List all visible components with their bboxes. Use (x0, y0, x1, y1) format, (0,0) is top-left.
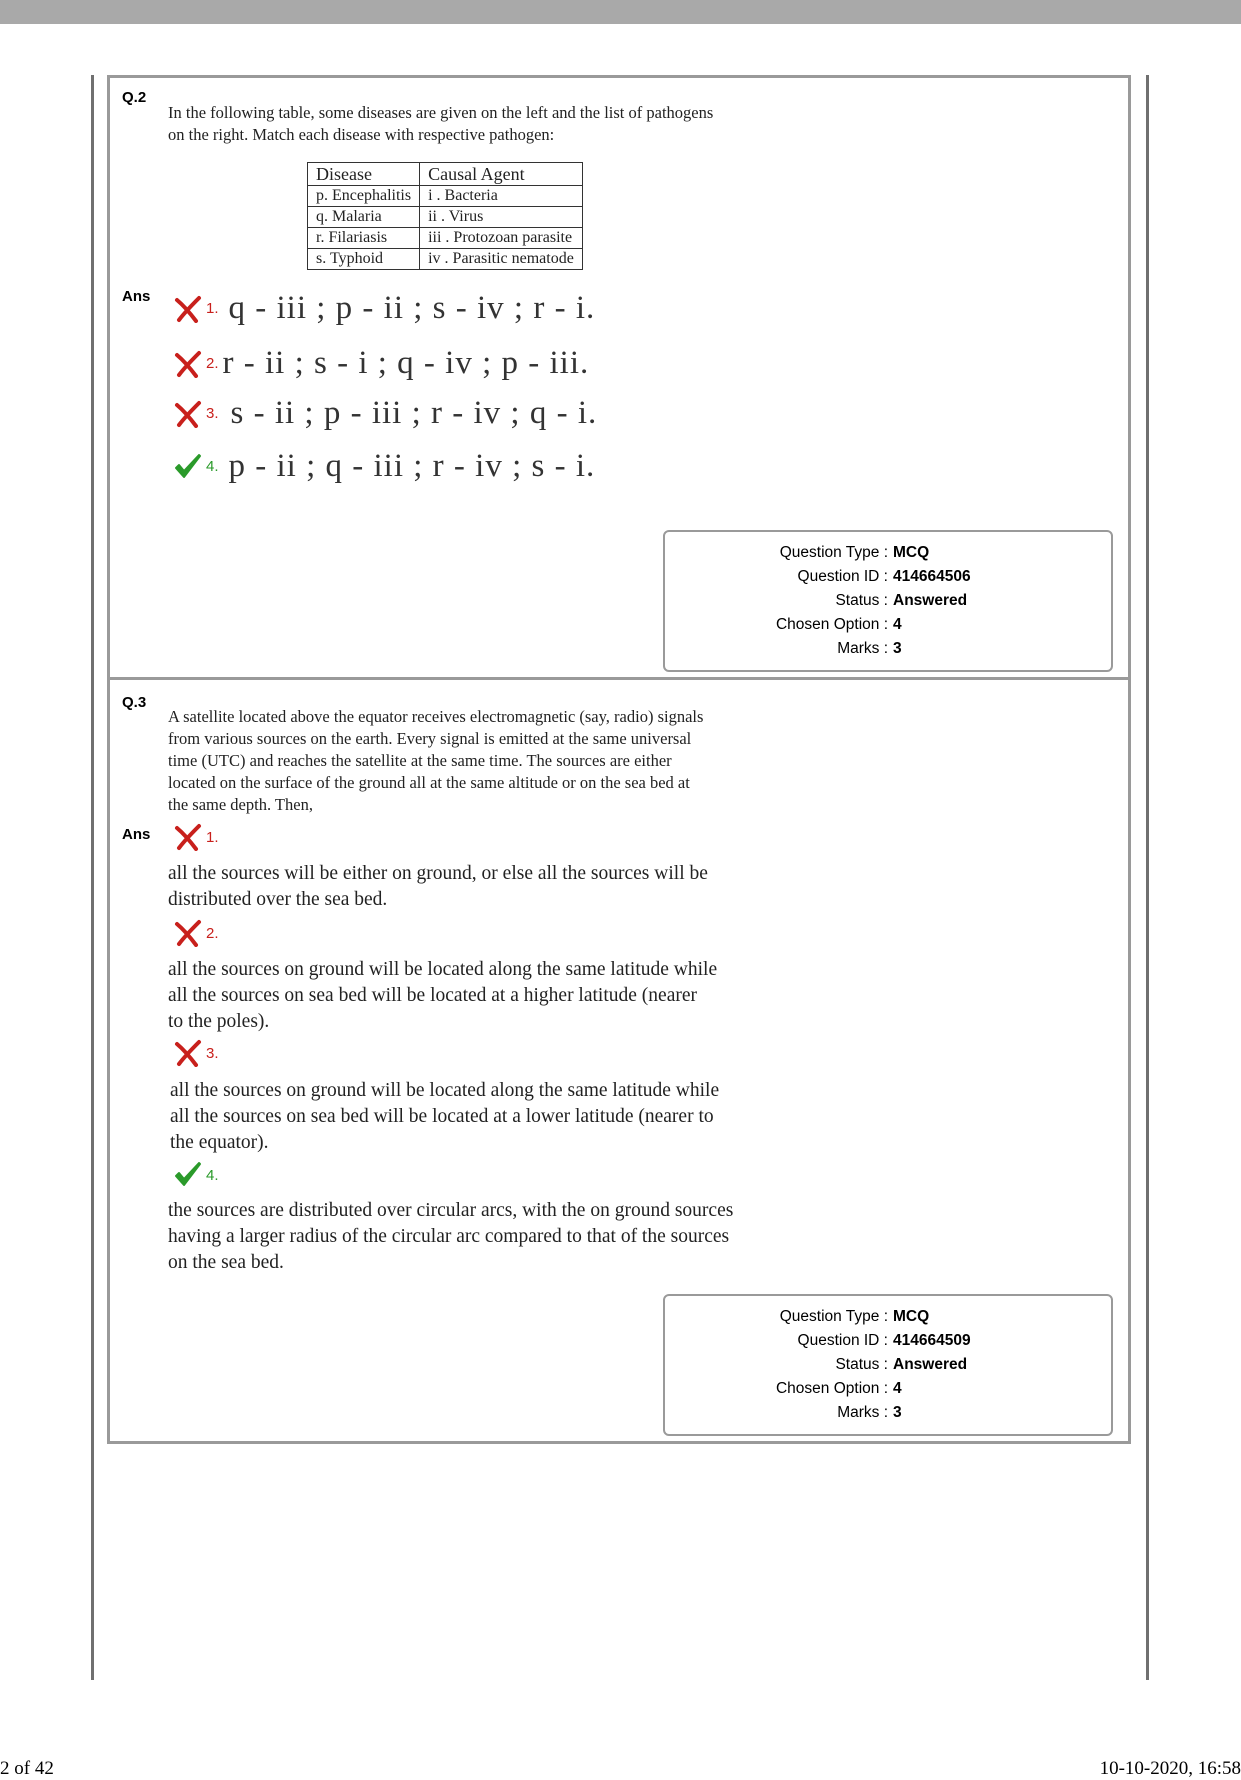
option-number: 3. (206, 1044, 219, 1062)
option-4 (174, 448, 595, 485)
question-number: Q.3 (122, 694, 147, 711)
option-text-line: the equator). (170, 1132, 269, 1153)
page-number: 2 of 42 (0, 1758, 54, 1779)
option-number: 1. (206, 300, 219, 317)
right-border (1146, 75, 1149, 1680)
question-text-line: on the right. Match each disease with respective pathogen: (168, 125, 555, 144)
cross-icon (174, 919, 202, 947)
option-3 (174, 1039, 219, 1067)
question-info-box (663, 530, 1113, 672)
question-number: Q.2 (122, 89, 147, 106)
info-label: Marks : (837, 640, 888, 657)
info-row-marks (665, 637, 1111, 661)
option-text (168, 957, 717, 1035)
option-text-line: all the sources on sea bed will be located at a higher latitude (nearer (168, 985, 697, 1006)
info-row-chosen-option (665, 1377, 1111, 1401)
option-number: 2. (206, 924, 219, 942)
table-cell: p. Encephalitis (308, 186, 420, 207)
info-label: Chosen Option : (775, 1380, 888, 1397)
option-text: s - ii ; p - iii ; r - iv ; q - i. (230, 395, 598, 431)
info-label: Question Type : (779, 544, 888, 561)
cross-icon (174, 1039, 202, 1067)
question-text-line: In the following table, some diseases are given on the left and the list of pathogens (168, 103, 714, 122)
info-value: 4 (893, 1380, 902, 1397)
info-label: Status : (835, 1356, 888, 1373)
option-1 (174, 290, 595, 327)
table-cell: iii . Protozoan parasite (420, 228, 583, 249)
checkmark-icon (174, 1161, 202, 1189)
question-text-line: from various sources on the earth. Every signal is emitted at the same universal (168, 729, 692, 748)
question-text-line: time (UTC) and reaches the satellite at the same time. The sources are either (168, 751, 672, 770)
cross-icon (174, 823, 202, 851)
option-number: 3. (206, 405, 219, 422)
top-bar (0, 0, 1241, 24)
table-cell: ii . Virus (420, 207, 583, 228)
table-cell: i . Bacteria (420, 186, 583, 207)
cross-icon (174, 295, 202, 323)
question-panel-q3 (107, 677, 1131, 1444)
ans-label: Ans (122, 826, 151, 843)
checkmark-icon (174, 453, 202, 481)
info-row-marks (665, 1401, 1111, 1425)
info-row-question-id (665, 565, 1111, 589)
info-value: Answered (893, 1356, 968, 1373)
info-value: MCQ (893, 544, 930, 561)
info-value: 3 (893, 640, 902, 657)
option-2 (174, 919, 219, 947)
question-text-line: A satellite located above the equator receives electromagnetic (say, radio) signals (168, 707, 704, 726)
info-label: Chosen Option : (775, 616, 888, 633)
option-text: p - ii ; q - iii ; r - iv ; s - i. (228, 448, 596, 484)
table-header-cell: Causal Agent (420, 163, 583, 186)
table-row (308, 186, 583, 207)
option-text: r - ii ; s - i ; q - iv ; p - iii. (222, 345, 590, 381)
ans-label: Ans (122, 288, 151, 305)
table-row (308, 228, 583, 249)
info-label: Question ID : (797, 568, 888, 585)
question-text (168, 102, 713, 146)
info-label: Status : (835, 592, 888, 609)
question-text (168, 706, 703, 816)
option-2 (174, 345, 589, 382)
table-header-row (308, 163, 583, 186)
option-text-line: all the sources on sea bed will be located at a lower latitude (nearer to (170, 1106, 714, 1127)
info-row-question-type (665, 1305, 1111, 1329)
question-text-line: located on the surface of the ground all at the same altitude or on the sea bed at (168, 773, 690, 792)
option-text-line: on the sea bed. (168, 1252, 284, 1273)
info-label: Question ID : (797, 1332, 888, 1349)
option-text-line: the sources are distributed over circular arcs, with the on ground sources (168, 1200, 734, 1221)
info-value: 4 (893, 616, 902, 633)
option-number: 4. (206, 1166, 219, 1184)
info-value: 414664506 (893, 568, 971, 585)
table-cell: iv . Parasitic nematode (420, 249, 583, 270)
left-border (91, 75, 94, 1680)
info-value: MCQ (893, 1308, 930, 1325)
table-row (308, 207, 583, 228)
option-number: 2. (206, 355, 219, 372)
option-1 (174, 823, 219, 851)
info-value: 414664509 (893, 1332, 971, 1349)
info-row-chosen-option (665, 613, 1111, 637)
option-text (168, 1198, 733, 1276)
info-row-question-type (665, 541, 1111, 565)
info-value: 3 (893, 1404, 902, 1421)
table-cell: s. Typhoid (308, 249, 420, 270)
table-cell: r. Filariasis (308, 228, 420, 249)
table-header-cell: Disease (308, 163, 420, 186)
cross-icon (174, 400, 202, 428)
info-row-status (665, 589, 1111, 613)
table-cell: q. Malaria (308, 207, 420, 228)
question-info-box (663, 1294, 1113, 1436)
info-label: Question Type : (779, 1308, 888, 1325)
cross-icon (174, 350, 202, 378)
option-number: 4. (206, 458, 219, 475)
option-text (168, 861, 708, 913)
option-text-line: all the sources on ground will be located along the same latitude while (168, 959, 718, 980)
option-text-line: having a larger radius of the circular arc compared to that of the sources (168, 1226, 730, 1247)
option-3 (174, 395, 597, 432)
table-row (308, 249, 583, 270)
info-row-question-id (665, 1329, 1111, 1353)
option-4 (174, 1161, 219, 1189)
option-text-line: distributed over the sea bed. (168, 889, 388, 910)
info-value: Answered (893, 592, 968, 609)
print-datetime: 10-10-2020, 16:58 (1099, 1758, 1241, 1779)
question-panel-q2 (107, 75, 1131, 680)
option-text: q - iii ; p - ii ; s - iv ; r - i. (228, 290, 596, 326)
option-text-line: all the sources will be either on ground, or else all the sources will be (168, 863, 708, 884)
question-text-line: the same depth. Then, (168, 795, 313, 814)
info-label: Marks : (837, 1404, 888, 1421)
disease-pathogen-table (307, 162, 583, 270)
option-text (170, 1078, 719, 1156)
option-text-line: to the poles). (168, 1011, 270, 1032)
option-number: 1. (206, 828, 219, 846)
option-text-line: all the sources on ground will be located along the same latitude while (170, 1080, 720, 1101)
info-row-status (665, 1353, 1111, 1377)
